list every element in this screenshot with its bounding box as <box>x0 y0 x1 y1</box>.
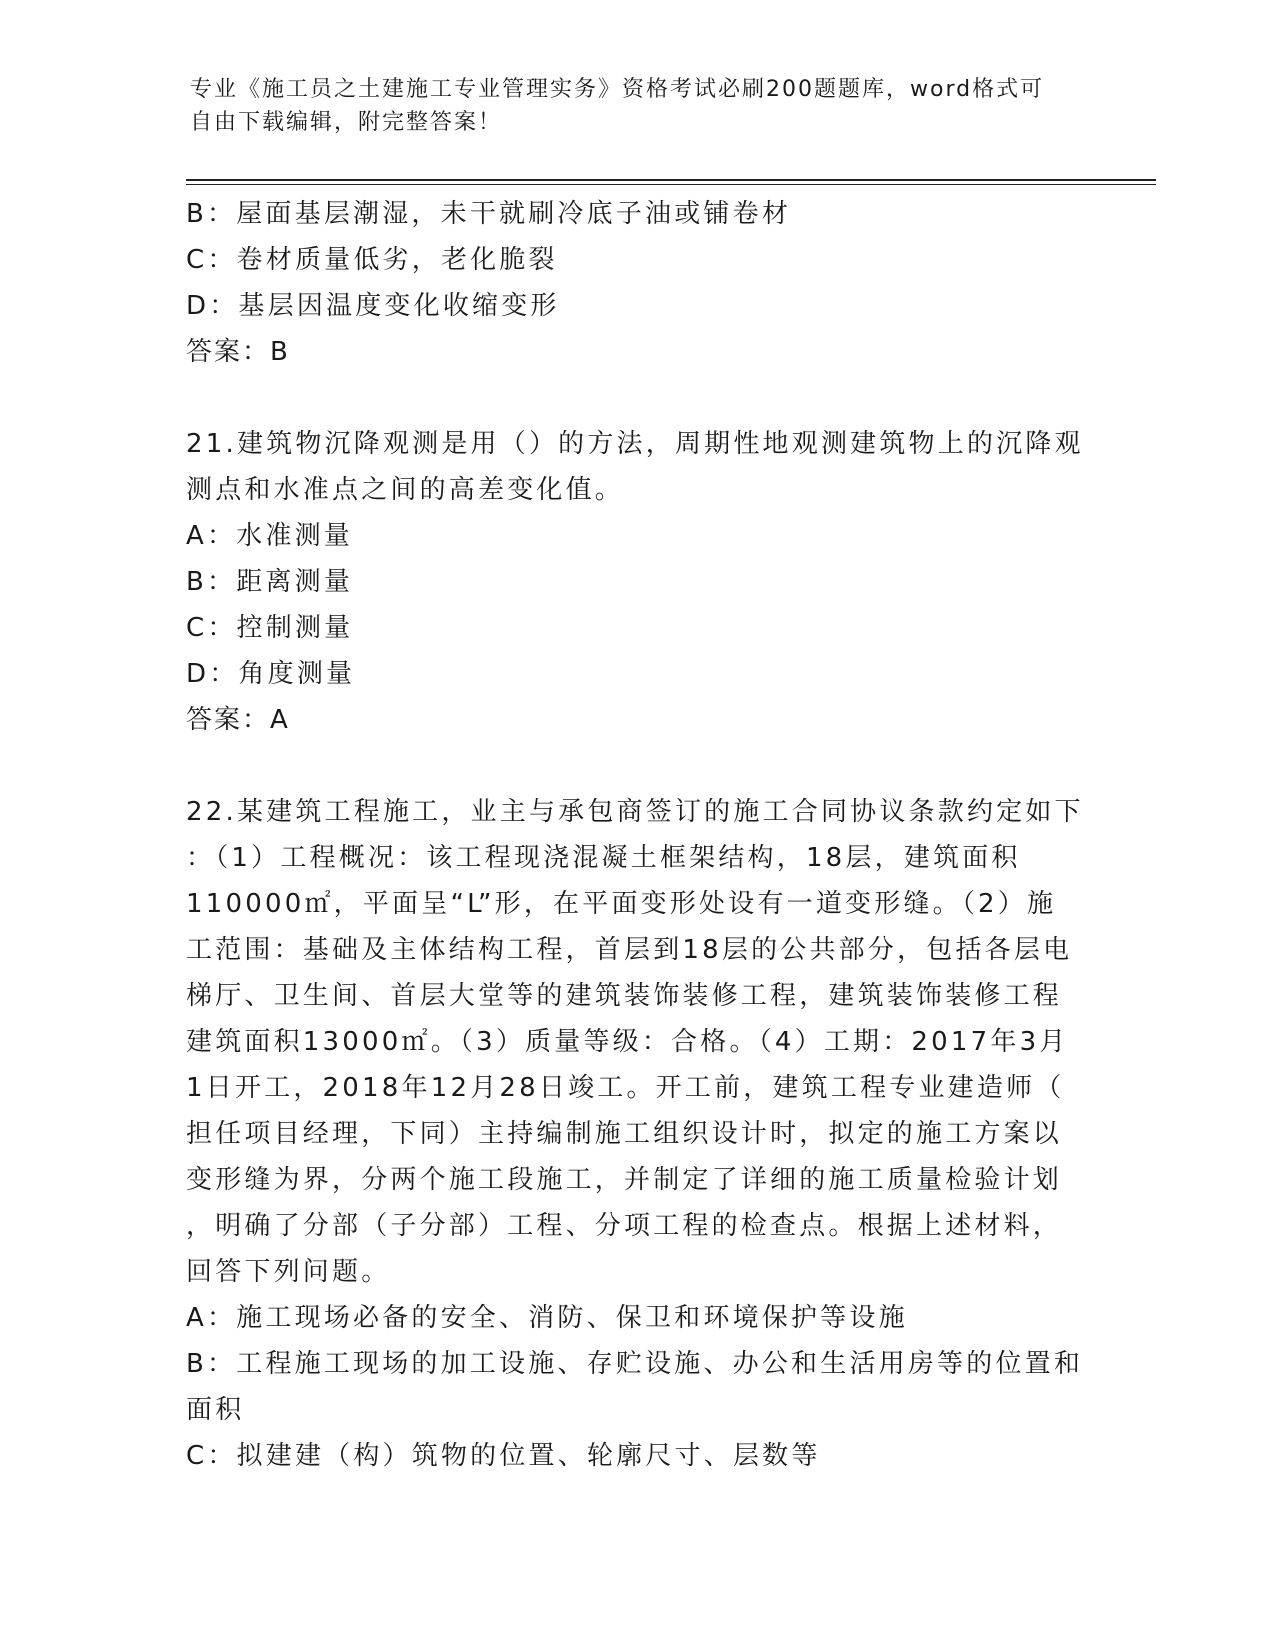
question-21 <box>186 421 1086 743</box>
header-divider-thin <box>186 184 1156 185</box>
header-line-1: 专业《施工员之土建施工专业管理实务》资格考试必刷200题题库，word格式可 <box>190 77 1045 102</box>
q21-stem-line: 测点和水准点之间的高差变化值。 <box>186 475 625 505</box>
q22-stem-line: 变形缝为界，分两个施工段施工，并制定了详细的施工质量检验计划 <box>186 1165 1063 1195</box>
q22-option-c: C：拟建建（构）筑物的位置、轮廓尺寸、层数等 <box>186 1441 821 1471</box>
header-line-2: 自由下载编辑，附完整答案！ <box>190 110 503 135</box>
q22-stem-line: 1日开工，2018年12月28日竣工。开工前，建筑工程专业建造师（ <box>186 1073 1065 1103</box>
q22-option-b-line: 面积 <box>186 1395 245 1425</box>
q22-stem-line: 110000㎡，平面呈“L”形，在平面变形处设有一道变形缝。（2）施 <box>186 889 1057 919</box>
q22-option-b-line: B：工程施工现场的加工设施、存贮设施、办公和生活用房等的位置和 <box>186 1349 1084 1379</box>
q21-answer: 答案：A <box>186 705 290 735</box>
q22-option-a: A：施工现场必备的安全、消防、保卫和环境保护等设施 <box>186 1303 908 1333</box>
q22-stem-line: 梯厅、卫生间、首层大堂等的建筑装饰装修工程，建筑装饰装修工程 <box>186 981 1063 1011</box>
q22-stem-line: 工范围：基础及主体结构工程，首层到18层的公共部分，包括各层电 <box>186 935 1073 965</box>
spacer <box>186 743 1086 789</box>
q21-stem-line: 21.建筑物沉降观测是用（）的方法，周期性地观测建筑物上的沉降观 <box>186 429 1084 459</box>
q21-option-d: D：角度测量 <box>186 659 356 689</box>
question-content <box>186 191 1086 1479</box>
header-divider-thick <box>186 179 1156 181</box>
q21-option-c: C：控制测量 <box>186 613 354 643</box>
q22-stem-line: ，明确了分部（子分部）工程、分项工程的检查点。根据上述材料， <box>186 1211 1063 1241</box>
prev-option-b: B：屋面基层潮湿，未干就刷冷底子油或铺卷材 <box>186 199 792 229</box>
q22-stem-line: 建筑面积13000㎡。（3）质量等级：合格。（4）工期：2017年3月 <box>186 1027 1069 1057</box>
q22-stem-line: 22.某建筑工程施工，业主与承包商签订的施工合同协议条款约定如下 <box>186 797 1084 827</box>
q21-option-a: A：水准测量 <box>186 521 353 551</box>
prev-option-d: D：基层因温度变化收缩变形 <box>186 291 560 321</box>
question-22 <box>186 789 1086 1479</box>
q22-stem-line: 回答下列问题。 <box>186 1257 391 1287</box>
document-header <box>190 73 1090 139</box>
q22-stem-line: ：（1）工程概况：该工程现浇混凝土框架结构，18层，建筑面积 <box>186 843 1021 873</box>
prev-option-c: C：卷材质量低劣，老化脆裂 <box>186 245 558 275</box>
q22-stem-line: 担任项目经理，下同）主持编制施工组织设计时，拟定的施工方案以 <box>186 1119 1063 1149</box>
q21-option-b: B：距离测量 <box>186 567 354 597</box>
prev-answer: 答案：B <box>186 337 290 367</box>
spacer <box>186 375 1086 421</box>
